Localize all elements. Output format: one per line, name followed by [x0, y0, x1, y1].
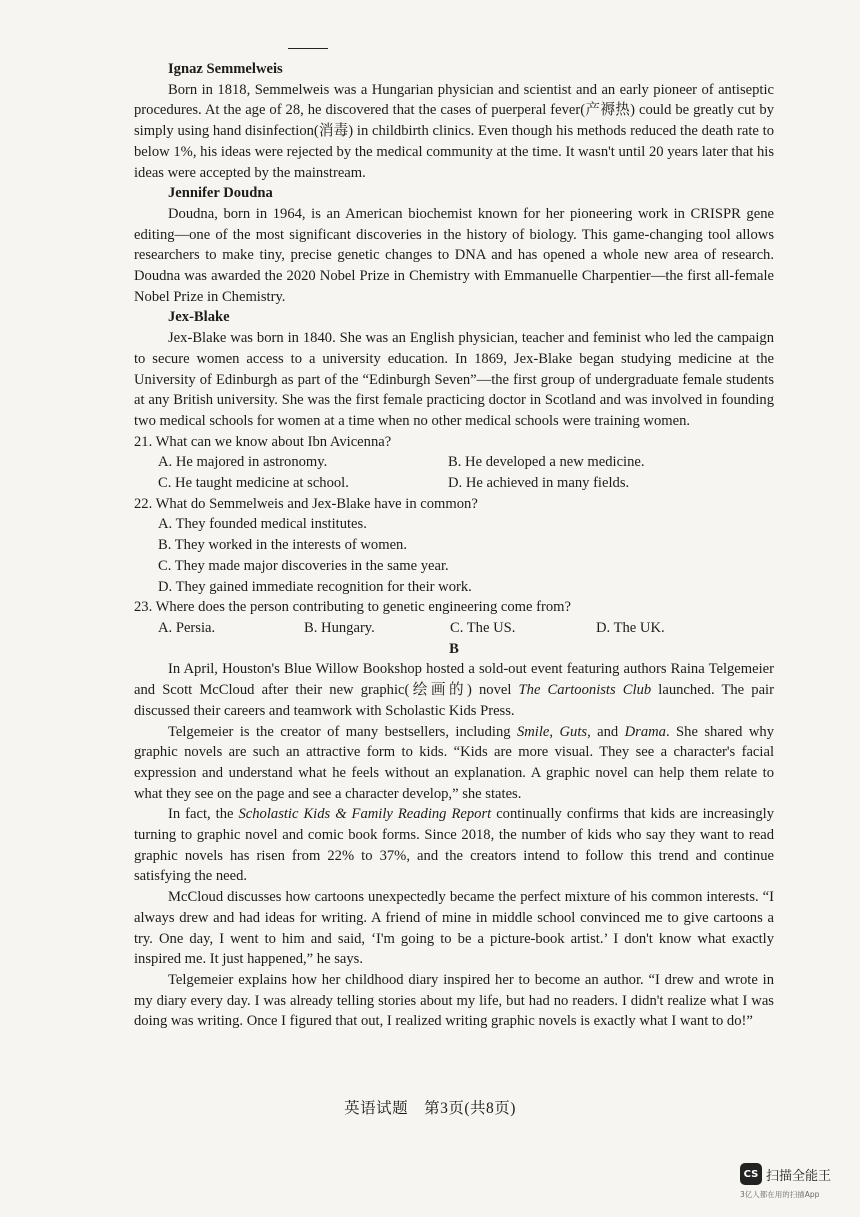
p2-sep-2: , and — [587, 723, 625, 740]
q23-option-d: D. The UK. — [596, 619, 665, 636]
camscanner-logo-icon: CS — [740, 1163, 762, 1185]
p3-report-title: Scholastic Kids & Family Reading Report — [238, 806, 492, 823]
q21-row2 — [134, 473, 774, 494]
q21-row1 — [134, 452, 774, 473]
watermark-row — [740, 1163, 850, 1185]
question-21: 21. What can we know about Ibn Avicenna? — [134, 433, 392, 450]
p2-title-smile: Smile — [516, 723, 550, 740]
q21-option-b: B. He developed a new medicine. — [448, 454, 645, 471]
page-footer: 英语试题 第3页(共8页) — [344, 1100, 516, 1117]
p2-sep-1: , — [549, 723, 560, 740]
p1-book-title: The Cartoonists Club — [518, 682, 652, 699]
heading-jexblake: Jex-Blake — [168, 309, 230, 326]
q21-option-d: D. He achieved in many fields. — [448, 475, 630, 492]
p2-text-pre: Telgemeier is the creator of many bestsellers, including — [168, 723, 517, 740]
section-b-heading: B — [449, 640, 459, 657]
heading-doudna: Jennifer Doudna — [168, 185, 273, 202]
para-semmelweis: Born in 1818, Semmelweis was a Hungarian physician and scientist and an early pioneer of antiseptic procedures. At the age of 28, he discovered that the cases of puerperal fever(产褥热) could be greatly cut by simply using hand disinfection(消毒) in childbirth clinics. Even though his methods reduced the death rate to below 1%, his ideas were rejected by the medical community at the time. It wasn't until 20 years later that his ideas were accepted by the mainstream. — [134, 81, 774, 181]
q23-option-a: A. Persia. — [158, 619, 216, 636]
passage-b-para-4: McCloud discusses how cartoons unexpectedly became the perfect mixture of his common interests. “I always drew and had ideas for writing. A friend of mine in middle school convinced me to give cartoons a try. One day, I went to him and said, ‘I'm going to be a picture-book artist.’ I don't know what exactly inspired me. It just happened,” he says. — [134, 889, 774, 968]
q23-options — [134, 618, 774, 639]
passage-b-para-3 — [134, 804, 774, 887]
top-rule — [288, 48, 328, 49]
heading-semmelweis: Ignaz Semmelweis — [168, 61, 283, 77]
question-22: 22. What do Semmelweis and Jex-Blake have in common? — [134, 495, 478, 512]
p1-text-pre: In April, Houston's Blue Willow Bookshop hosted a sold-out event featuring authors Raina Telgemeier and Scott McCloud after their new graphic(绘画的) novel — [134, 661, 774, 699]
p2-title-drama: Drama — [624, 723, 666, 740]
para-doudna: Doudna, born in 1964, is an American biochemist known for her pioneering work in CRISPR gene editing—one of the most significant discoveries in the history of biology. This game-changing tool allows researchers to make tiny, precise genetic changes to DNA and has opened a whole new area of research. Doudna was awarded the 2020 Nobel Prize in Chemistry with Emmanuelle Charpentier—the first all-female Nobel Prize in Chemistry. — [134, 205, 774, 305]
q22-option-c: C. They made major discoveries in the same year. — [158, 557, 449, 574]
q22-option-b: B. They worked in the interests of women. — [158, 537, 407, 554]
q22-option-a: A. They founded medical institutes. — [158, 516, 367, 533]
q22-option-d: D. They gained immediate recognition for their work. — [158, 578, 472, 595]
q21-option-c: C. He taught medicine at school. — [158, 475, 349, 492]
p3-text-pre: In fact, the — [168, 806, 239, 823]
para-jexblake: Jex-Blake was born in 1840. She was an English physician, teacher and feminist who led the campaign to secure women access to a university education. In 1869, Jex-Blake began studying medicine at the University of Edinburgh as part of the “Edinburgh Seven”—the first group of undergraduate female students at any British university. She was the first female practicing doctor in Scotland and was involved in founding two medical schools for women at a time when no other medical schools were training women. — [134, 330, 774, 429]
scanner-watermark — [740, 1163, 850, 1200]
p3-text-post: continually confirms that kids are increasingly turning to graphic novel and comic book forms. Since 2018, the number of kids who say they want to read graphic novels has risen from 22% to 37%, and the creators intend to follow this trend and continue satisfying the need. — [134, 806, 774, 885]
question-23: 23. Where does the person contributing to genetic engineering come from? — [134, 599, 571, 616]
passage-b-para-1 — [134, 659, 774, 721]
watermark-app-name: 扫描全能王 — [766, 1168, 832, 1184]
watermark-tagline: 3亿人都在用的扫描App — [740, 1190, 820, 1199]
passage-b-para-2 — [134, 722, 774, 805]
passage-b-para-5: Telgemeier explains how her childhood diary inspired her to become an author. “I drew and wrote in my diary every day. I was already telling stories about my life, but had no readers. I didn't realize what I was doing was writing. Once I figured that out, I realized writing graphic novels is exactly what I want to do!” — [134, 971, 774, 1030]
p2-title-guts: Guts — [559, 723, 588, 740]
p2-text-post: . She shared why graphic novels are such an attractive form to kids. “Kids are more visual. They see a character's facial expression and understand what he feels without an explanation. A graphic novel can help them relate to what they see on the page and see a character develop,” she states. — [134, 723, 774, 802]
p1-text-post: launched. The pair discussed their careers and teamwork with Scholastic Kids Press. — [134, 682, 774, 719]
q21-option-a: A. He majored in astronomy. — [158, 454, 328, 471]
q23-option-c: C. The US. — [450, 619, 516, 636]
q23-option-b: B. Hungary. — [304, 619, 375, 636]
page-content — [134, 59, 774, 1032]
